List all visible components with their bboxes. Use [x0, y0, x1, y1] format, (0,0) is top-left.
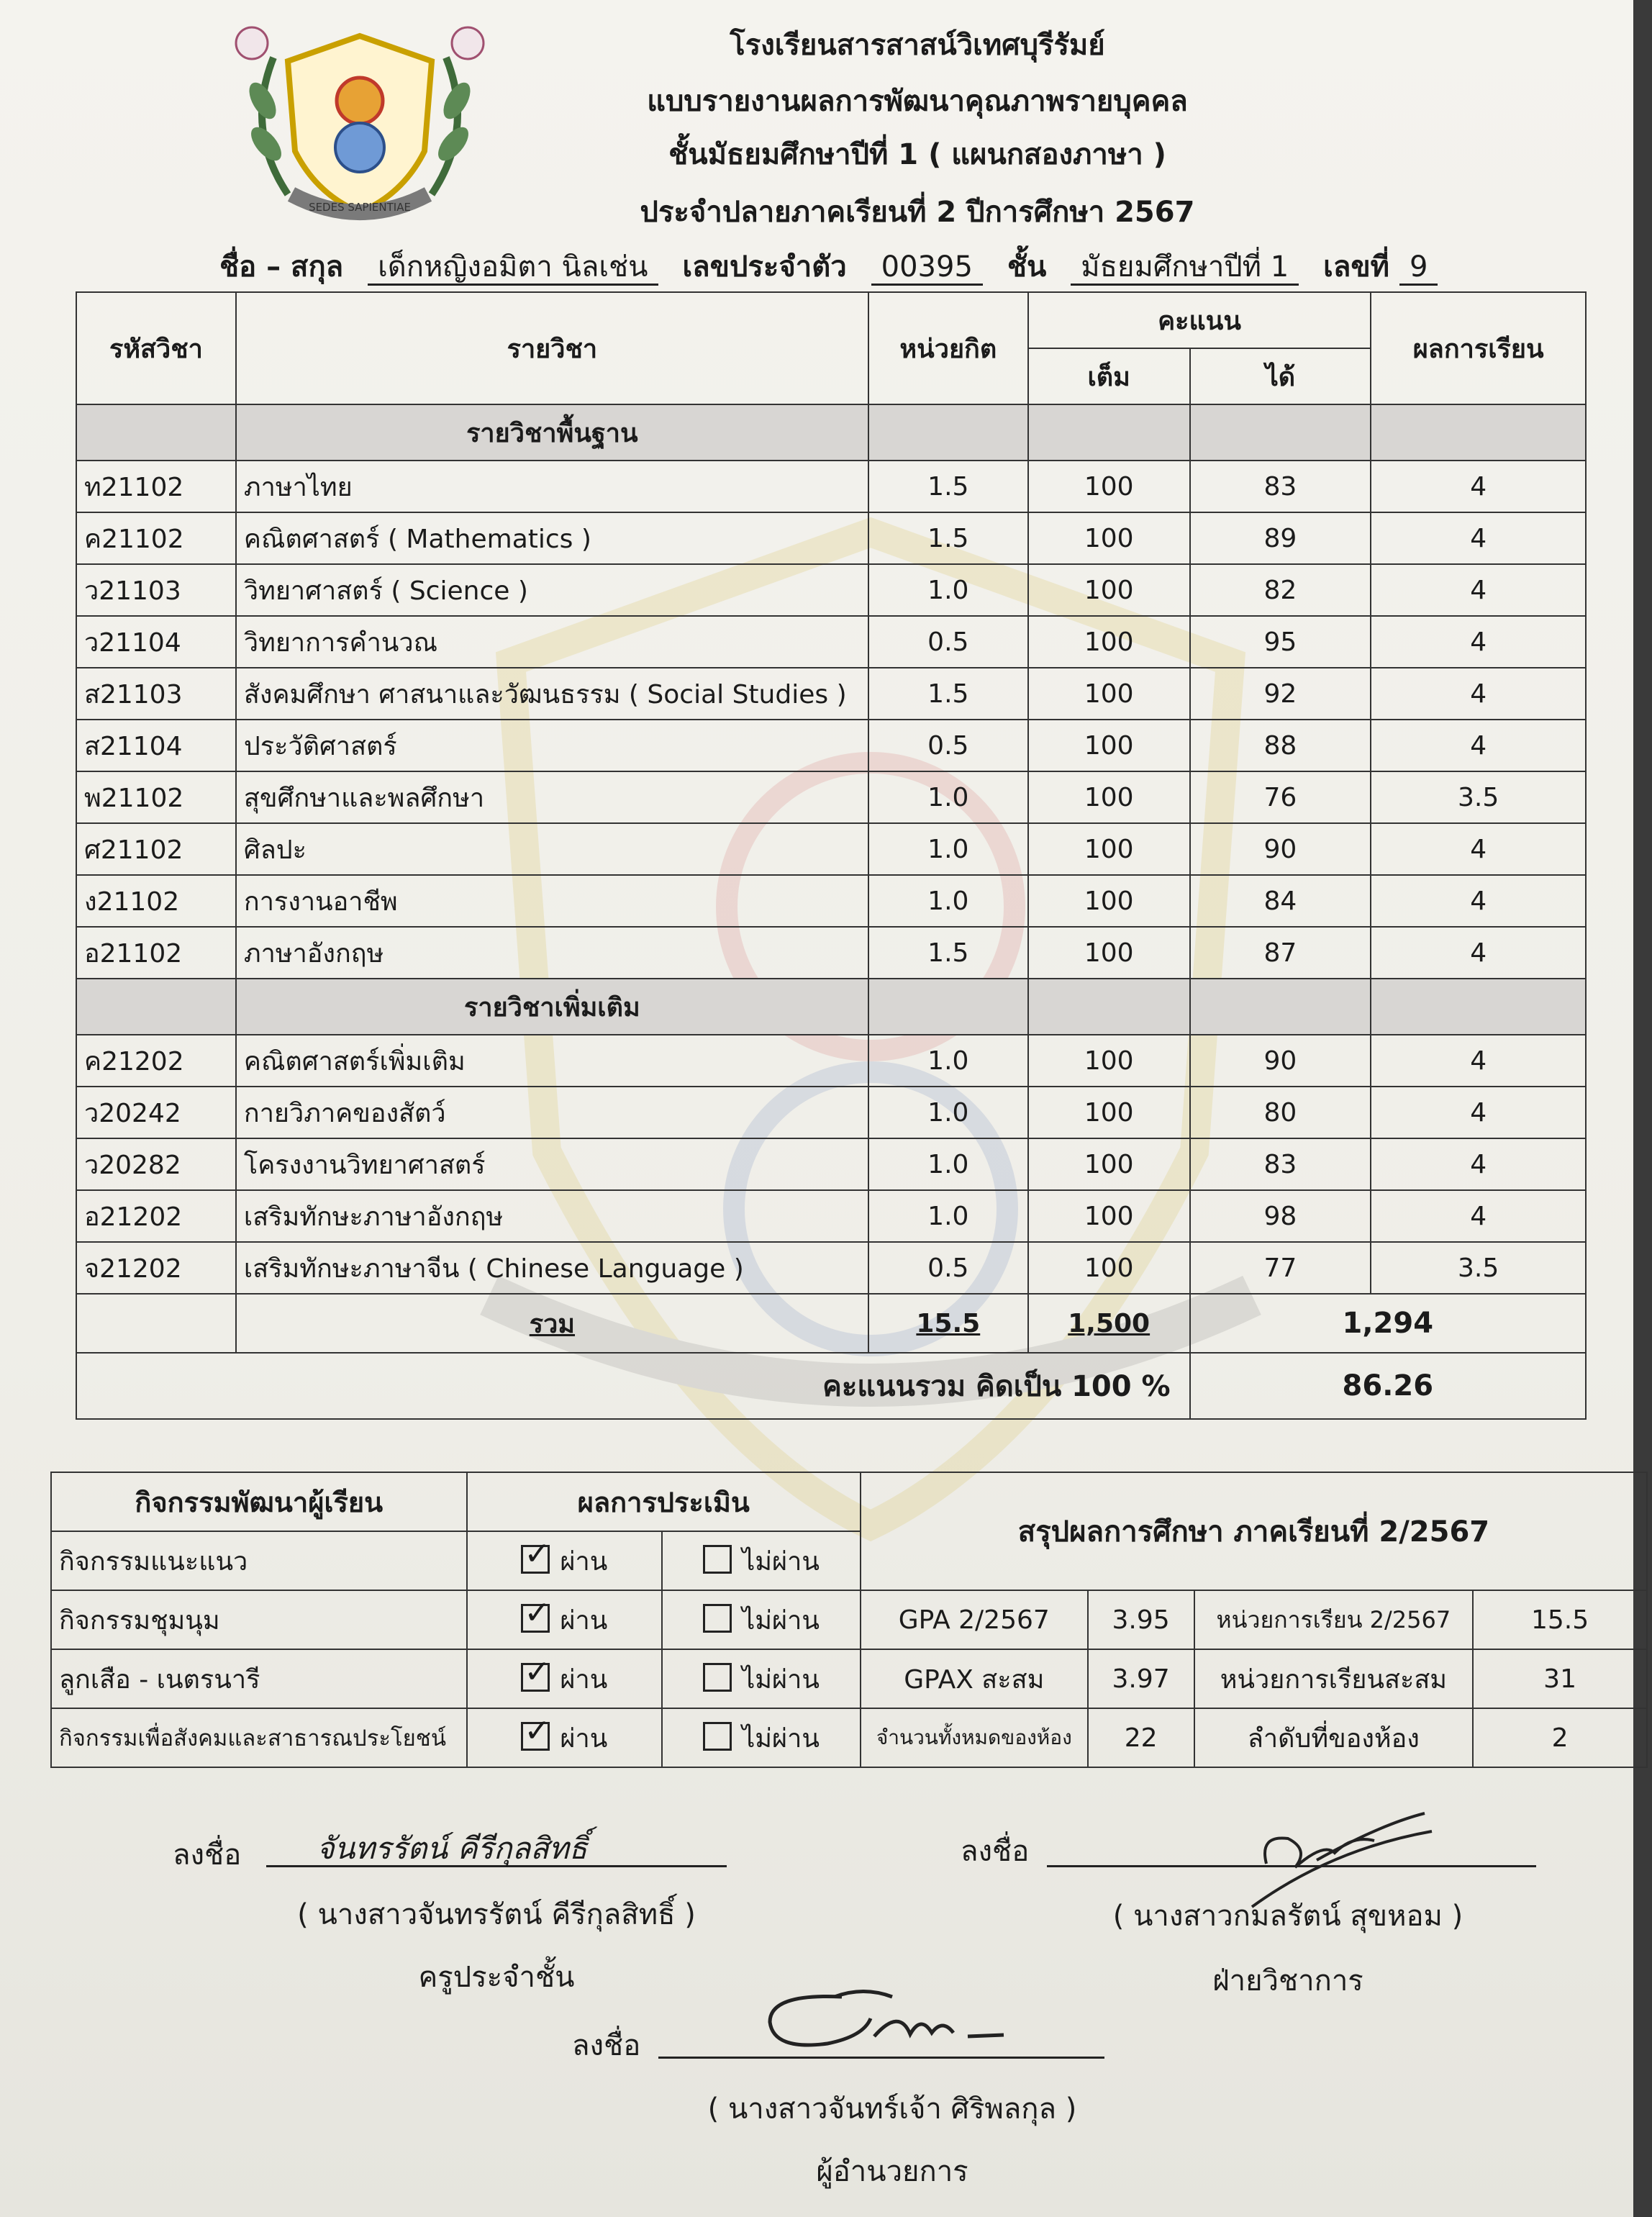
- subject-name: กายวิภาคของสัตว์: [236, 1087, 868, 1138]
- score-got: 90: [1190, 1035, 1371, 1087]
- academic-role: ฝ่ายวิชาการ: [1212, 1964, 1363, 1998]
- subject-name: สังคมศึกษา ศาสนาและวัฒนธรรม ( Social Studies ): [236, 668, 868, 720]
- subject-credits: 1.5: [868, 668, 1028, 720]
- subject-credits: 1.5: [868, 461, 1028, 512]
- subject-row: [76, 564, 1586, 616]
- subject-row: [76, 616, 1586, 668]
- subject-row: [76, 1035, 1586, 1087]
- subject-code: ค21202: [76, 1035, 236, 1087]
- fail-checkbox[interactable]: [703, 1545, 732, 1574]
- score-full: 100: [1028, 668, 1190, 720]
- subject-name: ประวัติศาสตร์: [236, 720, 868, 771]
- term-credits-label: หน่วยการเรียน 2/2567: [1194, 1590, 1474, 1649]
- subject-row: [76, 1242, 1586, 1294]
- score-got: 95: [1190, 616, 1371, 668]
- score-got: 84: [1190, 875, 1371, 927]
- student-info-line: [219, 243, 1515, 289]
- section-row-extra: [76, 979, 1586, 1035]
- subject-row: [76, 668, 1586, 720]
- subject-code: ท21102: [76, 461, 236, 512]
- class-size-value: 22: [1088, 1708, 1194, 1767]
- activity-row: [51, 1590, 1647, 1649]
- teacher-handwritten-signature: จันทรรัตน์ คีรีกุลสิทธิ์: [317, 1831, 588, 1866]
- grade-result: 4: [1371, 512, 1586, 564]
- teacher-sign-label: ลงชื่อ: [173, 1839, 242, 1872]
- score-got: 90: [1190, 823, 1371, 875]
- pass-checkbox[interactable]: [521, 1663, 550, 1692]
- subject-row: [76, 512, 1586, 564]
- subject-row: [76, 1138, 1586, 1190]
- pass-checkbox[interactable]: [521, 1545, 550, 1574]
- fail-label: ไม่ผ่าน: [742, 1664, 820, 1695]
- header-code: รหัสวิชา: [76, 292, 236, 404]
- score-full: 100: [1028, 1138, 1190, 1190]
- academic-sign-label: ลงชื่อ: [961, 1835, 1030, 1868]
- score-full: 100: [1028, 1035, 1190, 1087]
- number-label: เลขที่: [1323, 250, 1390, 284]
- score-full: 100: [1028, 823, 1190, 875]
- student-number: 9: [1399, 250, 1438, 286]
- percent-value: 86.26: [1190, 1353, 1586, 1419]
- report-title: แบบรายงานผลการพัฒนาคุณภาพรายบุคคล: [647, 85, 1188, 118]
- name-label: ชื่อ – สกุล: [219, 250, 344, 284]
- grade-level: ชั้นมัธยมศึกษาปีที่ 1 ( แผนกสองภาษา ): [668, 138, 1166, 171]
- activity-name: กิจกรรมแนะแนว: [51, 1531, 467, 1590]
- subject-name: เสริมทักษะภาษาจีน ( Chinese Language ): [236, 1242, 868, 1294]
- subject-credits: 1.0: [868, 875, 1028, 927]
- gpa-value: 3.95: [1088, 1590, 1194, 1649]
- class-label: ชั้น: [1007, 250, 1047, 284]
- score-full: 100: [1028, 1190, 1190, 1242]
- subject-credits: 1.0: [868, 564, 1028, 616]
- activity-row: [51, 1649, 1647, 1708]
- grade-result: 4: [1371, 616, 1586, 668]
- school-name: โรงเรียนสารสาสน์วิเทศบุรีรัมย์: [730, 29, 1105, 62]
- subject-credits: 0.5: [868, 616, 1028, 668]
- fail-label: ไม่ผ่าน: [742, 1723, 820, 1754]
- grade-result: 4: [1371, 1138, 1586, 1190]
- grades-table: [76, 291, 1587, 1420]
- activity-name: กิจกรรมเพื่อสังคมและสาธารณประโยชน์: [51, 1708, 467, 1767]
- gpax-label: GPAX สะสม: [861, 1649, 1088, 1708]
- subject-code: อ21202: [76, 1190, 236, 1242]
- pass-checkbox[interactable]: [521, 1604, 550, 1633]
- subject-name: สุขศึกษาและพลศึกษา: [236, 771, 868, 823]
- score-got: 80: [1190, 1087, 1371, 1138]
- subject-row: [76, 823, 1586, 875]
- score-got: 83: [1190, 1138, 1371, 1190]
- section-basic-title: รายวิชาพื้นฐาน: [236, 404, 868, 461]
- activity-name: ลูกเสือ - เนตรนารี: [51, 1649, 467, 1708]
- academic-full-name: ( นางสาวกมลรัตน์ สุขหอม ): [1112, 1900, 1463, 1933]
- fail-checkbox[interactable]: [703, 1722, 732, 1751]
- gpa-label: GPA 2/2567: [861, 1590, 1088, 1649]
- header-score: คะแนน: [1028, 292, 1371, 348]
- total-row: [76, 1294, 1586, 1353]
- score-got: 77: [1190, 1242, 1371, 1294]
- subject-name: เสริมทักษะภาษาอังกฤษ: [236, 1190, 868, 1242]
- activities-table: [50, 1472, 1648, 1768]
- score-full: 100: [1028, 720, 1190, 771]
- subject-name: การงานอาชีพ: [236, 875, 868, 927]
- subject-credits: 1.0: [868, 1190, 1028, 1242]
- teacher-role: ครูประจำชั้น: [418, 1961, 575, 1994]
- subject-code: ส21103: [76, 668, 236, 720]
- subject-name: โครงงานวิทยาศาสตร์: [236, 1138, 868, 1190]
- cum-credits-label: หน่วยการเรียนสะสม: [1194, 1649, 1474, 1708]
- page-edge-shadow: [1633, 0, 1652, 2217]
- subject-row: [76, 1190, 1586, 1242]
- cum-credits-value: 31: [1473, 1649, 1647, 1708]
- score-full: 100: [1028, 927, 1190, 979]
- director-sign-label: ลงชื่อ: [572, 2029, 641, 2062]
- teacher-full-name: ( นางสาวจันทรรัตน์ คีรีกุลสิทธิ์ ): [297, 1898, 696, 1931]
- grade-result: 4: [1371, 461, 1586, 512]
- percent-row: [76, 1353, 1586, 1419]
- header-full: เต็ม: [1028, 348, 1190, 404]
- score-full: 100: [1028, 1087, 1190, 1138]
- fail-checkbox[interactable]: [703, 1663, 732, 1692]
- director-full-name: ( นางสาวจันทร์เจ้า ศิริพลกุล ): [707, 2093, 1077, 2126]
- pass-label: ผ่าน: [560, 1605, 608, 1636]
- subject-name: วิทยาศาสตร์ ( Science ): [236, 564, 868, 616]
- header-credits: หน่วยกิต: [868, 292, 1028, 404]
- grade-result: 4: [1371, 927, 1586, 979]
- subject-code: ค21102: [76, 512, 236, 564]
- grade-result: 4: [1371, 668, 1586, 720]
- student-class: มัธยมศึกษาปีที่ 1: [1071, 250, 1299, 286]
- score-full: 100: [1028, 1242, 1190, 1294]
- score-full: 100: [1028, 512, 1190, 564]
- subject-credits: 0.5: [868, 1242, 1028, 1294]
- subject-credits: 1.5: [868, 927, 1028, 979]
- subject-code: จ21202: [76, 1242, 236, 1294]
- subject-code: ว21103: [76, 564, 236, 616]
- fail-label: ไม่ผ่าน: [742, 1605, 820, 1636]
- score-got: 83: [1190, 461, 1371, 512]
- score-full: 100: [1028, 771, 1190, 823]
- subject-row: [76, 1087, 1586, 1138]
- subject-code: ว21104: [76, 616, 236, 668]
- subject-credits: 1.0: [868, 823, 1028, 875]
- header-result: ผลการเรียน: [1371, 292, 1586, 404]
- grade-result: 4: [1371, 564, 1586, 616]
- grade-result: 4: [1371, 823, 1586, 875]
- fail-label: ไม่ผ่าน: [742, 1546, 820, 1577]
- subject-row: [76, 875, 1586, 927]
- subject-credits: 1.5: [868, 512, 1028, 564]
- director-role: ผู้อำนวยการ: [816, 2155, 968, 2188]
- subject-credits: 1.0: [868, 771, 1028, 823]
- grade-result: 4: [1371, 875, 1586, 927]
- pass-label: ผ่าน: [560, 1723, 608, 1754]
- subject-code: ศ21102: [76, 823, 236, 875]
- pass-checkbox[interactable]: [521, 1722, 550, 1751]
- score-got: 98: [1190, 1190, 1371, 1242]
- subject-credits: 1.0: [868, 1138, 1028, 1190]
- grade-result: 3.5: [1371, 771, 1586, 823]
- subject-row: [76, 461, 1586, 512]
- subject-row: [76, 720, 1586, 771]
- section-row-basic: [76, 404, 1586, 461]
- fail-checkbox[interactable]: [703, 1604, 732, 1633]
- section-extra-title: รายวิชาเพิ่มเติม: [236, 979, 868, 1035]
- svg-text:SEDES SAPIENTIAE: SEDES SAPIENTIAE: [309, 201, 411, 214]
- header-got: ได้: [1190, 348, 1371, 404]
- score-full: 100: [1028, 564, 1190, 616]
- subject-code: อ21102: [76, 927, 236, 979]
- score-full: 100: [1028, 461, 1190, 512]
- evaluation-header: ผลการประเมิน: [467, 1472, 861, 1531]
- subject-credits: 0.5: [868, 720, 1028, 771]
- subject-code: ว20282: [76, 1138, 236, 1190]
- score-got: 89: [1190, 512, 1371, 564]
- term-credits-value: 15.5: [1473, 1590, 1647, 1649]
- header-subject: รายวิชา: [236, 292, 868, 404]
- pass-label: ผ่าน: [560, 1664, 608, 1695]
- subject-code: ส21104: [76, 720, 236, 771]
- gpax-value: 3.97: [1088, 1649, 1194, 1708]
- rank-label: ลำดับที่ของห้อง: [1194, 1708, 1474, 1767]
- grade-result: 3.5: [1371, 1242, 1586, 1294]
- score-full: 100: [1028, 616, 1190, 668]
- student-id: 00395: [871, 250, 983, 286]
- subject-name: วิทยาการคำนวณ: [236, 616, 868, 668]
- rank-value: 2: [1473, 1708, 1647, 1767]
- grade-result: 4: [1371, 720, 1586, 771]
- summary-title: สรุปผลการศึกษา ภาคเรียนที่ 2/2567: [861, 1472, 1647, 1590]
- score-got: 82: [1190, 564, 1371, 616]
- activity-name: กิจกรรมชุมนุม: [51, 1590, 467, 1649]
- total-got: 1,294: [1190, 1294, 1586, 1353]
- percent-label: คะแนนรวม คิดเป็น 100 %: [76, 1353, 1190, 1419]
- subject-name: ศิลปะ: [236, 823, 868, 875]
- activity-header: กิจกรรมพัฒนาผู้เรียน: [51, 1472, 467, 1531]
- subject-name: ภาษาไทย: [236, 461, 868, 512]
- score-got: 92: [1190, 668, 1371, 720]
- class-size-label: จำนวนทั้งหมดของห้อง: [861, 1708, 1088, 1767]
- activity-row: [51, 1708, 1647, 1767]
- student-name: เด็กหญิงอมิตา นิลเช่น: [368, 250, 658, 286]
- subject-name: คณิตศาสตร์ ( Mathematics ): [236, 512, 868, 564]
- subject-name: ภาษาอังกฤษ: [236, 927, 868, 979]
- score-got: 76: [1190, 771, 1371, 823]
- term-line: ประจำปลายภาคเรียนที่ 2 ปีการศึกษา 2567: [640, 196, 1195, 229]
- total-credits: 15.5: [868, 1294, 1028, 1353]
- subject-code: ว20242: [76, 1087, 236, 1138]
- subject-row: [76, 927, 1586, 979]
- pass-label: ผ่าน: [560, 1546, 608, 1577]
- total-full: 1,500: [1028, 1294, 1190, 1353]
- total-label: รวม: [236, 1294, 868, 1353]
- subject-code: พ21102: [76, 771, 236, 823]
- director-signature-scribble: [755, 1982, 1015, 2062]
- grade-result: 4: [1371, 1190, 1586, 1242]
- student-id-label: เลขประจำตัว: [682, 250, 847, 284]
- subject-credits: 1.0: [868, 1035, 1028, 1087]
- subject-credits: 1.0: [868, 1087, 1028, 1138]
- grade-result: 4: [1371, 1087, 1586, 1138]
- score-got: 87: [1190, 927, 1371, 979]
- subject-row: [76, 771, 1586, 823]
- subject-name: คณิตศาสตร์เพิ่มเติม: [236, 1035, 868, 1087]
- score-got: 88: [1190, 720, 1371, 771]
- subject-code: ง21102: [76, 875, 236, 927]
- grade-result: 4: [1371, 1035, 1586, 1087]
- score-full: 100: [1028, 875, 1190, 927]
